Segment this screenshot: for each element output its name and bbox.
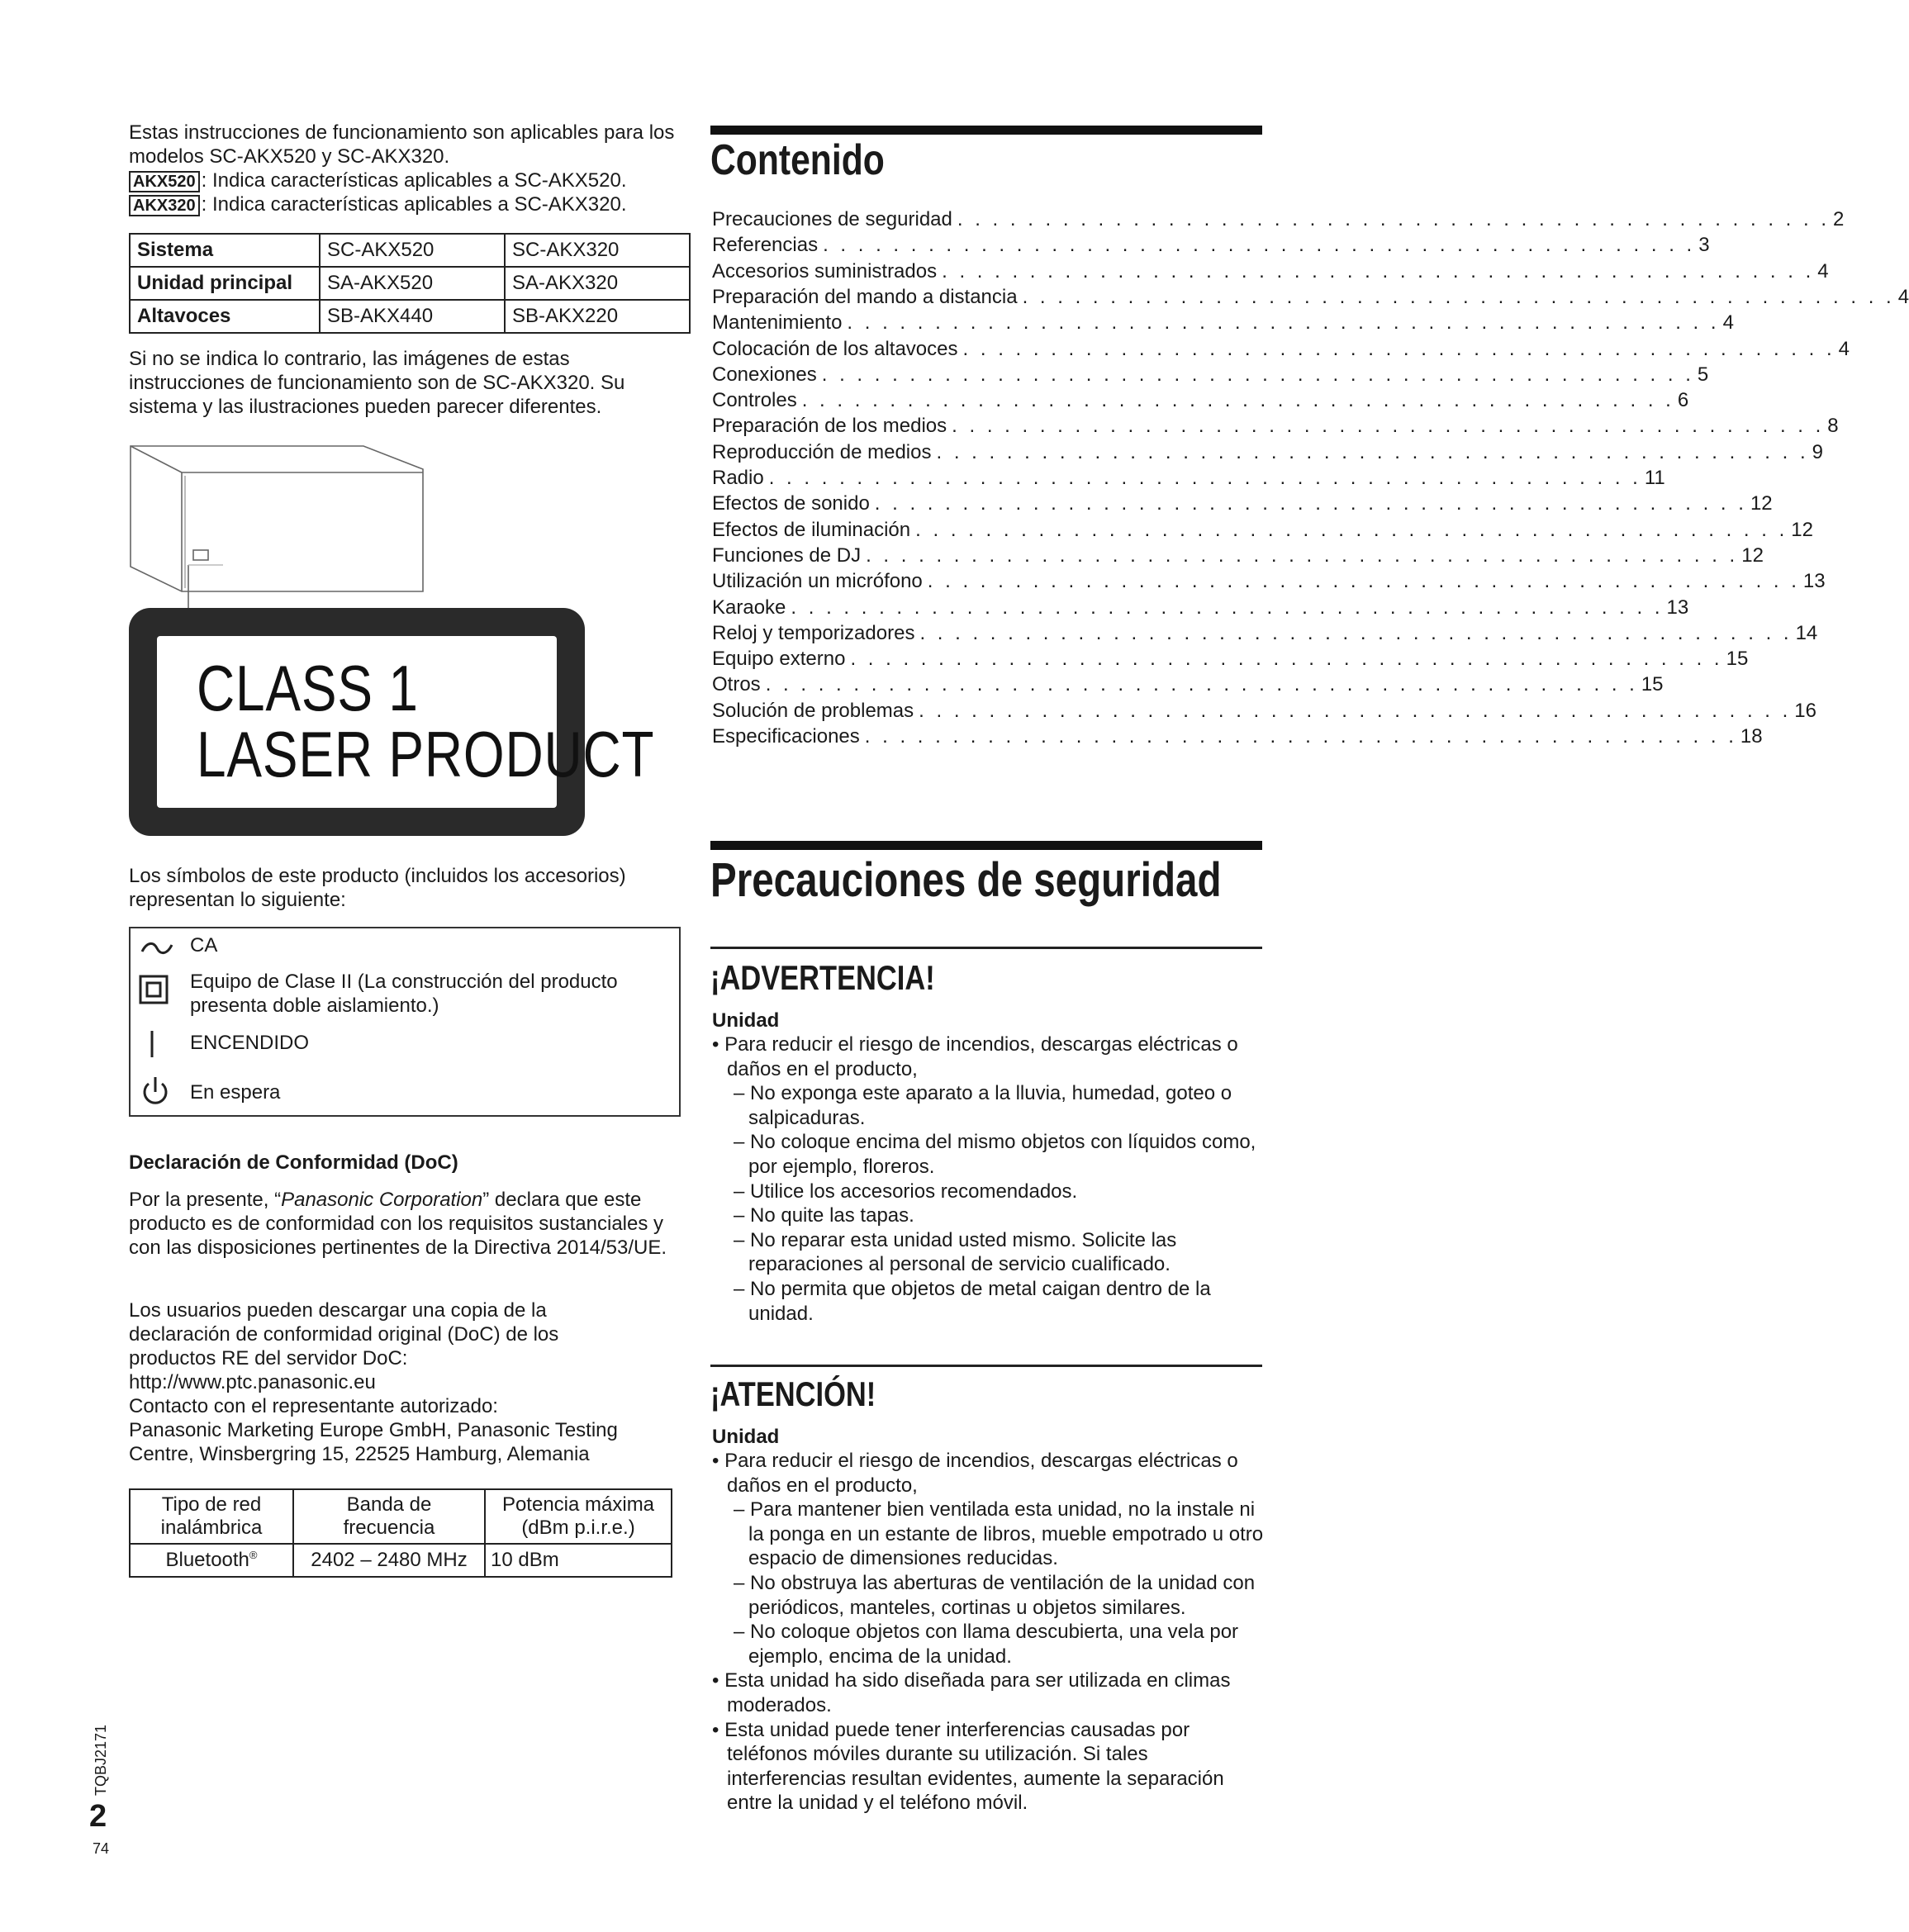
doc-line: productos RE del servidor DoC:: [129, 1347, 408, 1369]
toc-item-page: 4: [1838, 337, 1850, 360]
toc-item: [712, 439, 1823, 465]
table-cell: [130, 267, 320, 300]
table-cell: SA-AKX320: [505, 267, 690, 300]
toc-item-title: Referencias: [712, 234, 819, 257]
page-subnumber: 74: [93, 1840, 110, 1857]
table-cell: 2402 – 2480 MHz: [293, 1544, 485, 1577]
toc-leader-dots: . . . . . . . . . . . . . . . . . . . . . . . . . . . . . . . . . . . . . . . . . . . . . . . . . .: [957, 208, 1830, 230]
table-cell: [130, 1544, 293, 1577]
header-line: frecuencia: [343, 1517, 435, 1539]
toc-item-title: Precauciones de seguridad: [712, 208, 952, 230]
toc-leader-dots: . . . . . . . . . . . . . . . . . . . . . . . . . . . . . . . . . . . . . . . . . . . . . . . . . .: [765, 673, 1638, 696]
toc-item-title: Funciones de DJ: [712, 544, 862, 567]
doc-paragraph: [129, 1188, 691, 1260]
toc-item-page: 16: [1794, 699, 1816, 722]
row-label: Sistema: [137, 239, 214, 261]
akx320-tag: AKX320: [129, 195, 200, 216]
toc-item: [712, 310, 1734, 335]
toc-item-page: 14: [1795, 621, 1818, 644]
list-item: • Para reducir el riesgo de incendios, descargas eléctricas o daños en el producto,: [712, 1033, 1238, 1080]
akx520-desc: : Indica características aplicables a SC-AKX520.: [201, 169, 627, 192]
doc-line: Panasonic Marketing Europe GmbH, Panasonic Testing: [129, 1419, 618, 1441]
table-row: [130, 234, 690, 267]
toc-item-title: Mantenimiento: [712, 311, 843, 335]
list-item: • Para reducir el riesgo de incendios, descargas eléctricas o daños en el producto,: [712, 1450, 1238, 1497]
toc-item-title: Conexiones: [712, 363, 817, 386]
toc-leader-dots: . . . . . . . . . . . . . . . . . . . . . . . . . . . . . . . . . . . . . . . . . . . . . . . . . .: [952, 415, 1825, 438]
list-item: – No coloque encima del mismo objetos con líquidos como, por ejemplo, floreros.: [734, 1131, 1256, 1178]
toc-item-page: 12: [1791, 518, 1813, 541]
toc-item-page: 9: [1812, 440, 1823, 463]
doc-download-info: [129, 1298, 691, 1466]
symbol-ac-text: CA: [190, 934, 218, 957]
toc-item: [712, 517, 1813, 543]
table-row: [130, 267, 690, 300]
ac-tilde-icon: [139, 938, 175, 958]
toc-leader-dots: . . . . . . . . . . . . . . . . . . . . . . . . . . . . . . . . . . . . . . . . . . . . . . . . . .: [791, 596, 1664, 619]
toc-item: [712, 646, 1749, 672]
doc-heading: Declaración de Conformidad (DoC): [129, 1151, 458, 1174]
doc-company: Panasonic Corporation: [281, 1189, 483, 1211]
toc-leader-dots: . . . . . . . . . . . . . . . . . . . . . . . . . . . . . . . . . . . . . . . . . . . . . . . . . .: [866, 544, 1739, 567]
intro-akx520-line: [129, 169, 691, 192]
list-item: – Utilice los accesorios recomendados.: [734, 1180, 1078, 1203]
warning-list: [712, 1032, 1266, 1326]
list-item: – No exponga este aparato a la lluvia, humedad, goteo o salpicaduras.: [734, 1082, 1232, 1129]
list-item: – No coloque objetos con llama descubierta, una vela por ejemplo, encima de la unidad.: [734, 1621, 1239, 1668]
symbols-box: [129, 927, 681, 1117]
header-line: Tipo de red: [161, 1493, 262, 1516]
table-cell: SC-AKX320: [505, 234, 690, 267]
toc-leader-dots: . . . . . . . . . . . . . . . . . . . . . . . . . . . . . . . . . . . . . . . . . . . . . . . . . .: [927, 570, 1800, 593]
header-line: Banda de: [346, 1493, 432, 1516]
table-header-row: [130, 1489, 672, 1544]
toc-item-title: Reproducción de medios: [712, 440, 932, 463]
toc-item-page: 8: [1827, 415, 1839, 438]
toc-item: [712, 465, 1665, 491]
toc-leader-dots: . . . . . . . . . . . . . . . . . . . . . . . . . . . . . . . . . . . . . . . . . . . . . . . . . .: [915, 518, 1788, 541]
toc-item-title: Otros: [712, 673, 761, 696]
toc-leader-dots: . . . . . . . . . . . . . . . . . . . . . . . . . . . . . . . . . . . . . . . . . . . . . . . . . .: [874, 492, 1747, 515]
toc-item-title: Preparación de los medios: [712, 415, 947, 438]
toc-item-title: Accesorios suministrados: [712, 259, 938, 282]
header-line: inalámbrica: [160, 1517, 263, 1539]
toc-item: [712, 491, 1773, 516]
doc-line: Los usuarios pueden descargar una copia de la: [129, 1299, 547, 1322]
toc-item-page: 13: [1802, 570, 1826, 593]
caution-list: [712, 1449, 1266, 1816]
toc-item-page: 15: [1726, 648, 1749, 671]
table-row: [130, 1544, 672, 1577]
toc-leader-dots: . . . . . . . . . . . . . . . . . . . . . . . . . . . . . . . . . . . . . . . . . . . . . . . . . .: [821, 363, 1694, 386]
list-item: • Esta unidad ha sido diseñada para ser utilizada en climas moderados.: [712, 1669, 1231, 1716]
toc-item-page: 5: [1697, 363, 1709, 386]
row-label: Unidad principal: [137, 272, 293, 294]
doc-text: Por la presente, “: [129, 1189, 282, 1211]
symbol-class-ii-text: Equipo de Clase II (La construcción del producto presenta doble aislamiento.): [190, 971, 618, 1017]
toc-leader-dots: . . . . . . . . . . . . . . . . . . . . . . . . . . . . . . . . . . . . . . . . . . . . . . . . . .: [962, 337, 1835, 360]
table-cell: SC-AKX520: [320, 234, 505, 267]
wireless-table: [129, 1488, 672, 1578]
list-item: – No obstruya las aberturas de ventilación de la unidad con periódicos, manteles, cortinas u objetos similares.: [734, 1571, 1256, 1619]
laser-product-text: LASER PRODUCT: [197, 718, 655, 790]
table-cell: SA-AKX520: [320, 267, 505, 300]
doc-line: Contacto con el representante autorizado:: [129, 1395, 498, 1417]
toc-item-title: Solución de problemas: [712, 699, 914, 722]
table-header: [293, 1489, 485, 1544]
akx320-desc: : Indica características aplicables a SC-AKX320.: [201, 193, 627, 216]
toc-item-page: 18: [1740, 725, 1763, 748]
toc-leader-dots: . . . . . . . . . . . . . . . . . . . . . . . . . . . . . . . . . . . . . . . . . . . . . . . . . .: [1022, 285, 1895, 308]
toc-item: [712, 672, 1664, 697]
toc-item: [712, 724, 1763, 749]
toc-item-title: Colocación de los altavoces: [712, 337, 958, 360]
symbols-intro: Los símbolos de este producto (incluidos los accesorios) representan lo siguiente:: [129, 865, 626, 911]
toc-item-page: 6: [1677, 389, 1689, 412]
laser-label-inner: [157, 636, 655, 808]
safety-top-bar: [710, 841, 1262, 850]
toc-item-title: Especificaciones: [712, 725, 860, 748]
class1-laser-label: [129, 608, 655, 836]
caution-subheading: Unidad: [712, 1426, 780, 1448]
table-header: [130, 1489, 293, 1544]
toc-leader-dots: . . . . . . . . . . . . . . . . . . . . . . . . . . . . . . . . . . . . . . . . . . . . . . . . . .: [823, 234, 1696, 257]
page-number: 2: [89, 1799, 107, 1834]
intro-text: [129, 121, 691, 216]
table-cell: [130, 300, 320, 333]
standby-icon: [139, 1074, 172, 1107]
toc-item-title: Equipo externo: [712, 648, 846, 671]
intro-models: Estas instrucciones de funcionamiento son aplicables para los modelos SC-AKX520 y SC-AKX320.: [129, 121, 675, 168]
toc-item: [712, 387, 1689, 413]
document-code: TQBJ2171: [93, 1724, 109, 1796]
toc-item-page: 12: [1741, 544, 1764, 567]
caution-rule: [710, 1365, 1262, 1367]
cell-text: Bluetooth: [165, 1549, 249, 1571]
doc-line: Centre, Winsbergring 15, 22525 Hamburg, Alemania: [129, 1443, 590, 1465]
toc-item-title: Utilización un micrófono: [712, 570, 923, 593]
laser-class-text: CLASS 1: [197, 652, 419, 724]
toc-leader-dots: . . . . . . . . . . . . . . . . . . . . . . . . . . . . . . . . . . . . . . . . . . . . . . . . . .: [847, 311, 1720, 335]
caution-heading: ¡ATENCIÓN!: [710, 1374, 876, 1413]
toc-top-bar: [710, 126, 1262, 135]
toc-item: [712, 413, 1839, 439]
row-label: Altavoces: [137, 305, 231, 327]
device-illustration: [124, 443, 438, 608]
toc-item-title: Efectos de iluminación: [712, 518, 911, 541]
toc-item-title: Radio: [712, 467, 764, 489]
toc-leader-dots: . . . . . . . . . . . . . . . . . . . . . . . . . . . . . . . . . . . . . . . . . . . . . . . . . .: [942, 259, 1815, 282]
toc-item-page: 4: [1722, 311, 1734, 335]
class-ii-icon: [139, 975, 169, 1004]
toc-item: [712, 232, 1710, 258]
table-cell: [130, 234, 320, 267]
symbol-standby-text: En espera: [190, 1081, 281, 1104]
toc-item: [712, 620, 1818, 646]
list-item: – No reparar esta unidad usted mismo. Solicite las reparaciones al personal de servicio cualificado.: [734, 1228, 1177, 1276]
header-line: Potencia máxima: [501, 1493, 655, 1516]
table-cell: SB-AKX220: [505, 300, 690, 333]
toc-leader-dots: . . . . . . . . . . . . . . . . . . . . . . . . . . . . . . . . . . . . . . . . . . . . . . . . . .: [768, 467, 1641, 489]
toc-leader-dots: . . . . . . . . . . . . . . . . . . . . . . . . . . . . . . . . . . . . . . . . . . . . . . . . . .: [936, 440, 1809, 463]
toc-item-title: Karaoke: [712, 596, 786, 619]
toc-leader-dots: . . . . . . . . . . . . . . . . . . . . . . . . . . . . . . . . . . . . . . . . . . . . . . . . . .: [919, 621, 1793, 644]
toc-item-page: 4: [1897, 285, 1909, 308]
system-table: [129, 233, 691, 334]
list-item: – Para mantener bien ventilada esta unidad, no la instale ni la ponga en un estante de libros, mueble empotrado u otro espacio de dimensiones reducidas.: [734, 1498, 1264, 1570]
doc-text: ” declara que este producto es de conformidad con los requisitos sustanciales y con las disposiciones pertinentes de la Directiva 2014/53/UE.: [129, 1189, 667, 1259]
registered-mark: ®: [249, 1549, 258, 1561]
warning-rule: [710, 947, 1262, 949]
table-row: [130, 300, 690, 333]
toc-item: [712, 698, 1816, 724]
toc-item-page: 15: [1641, 673, 1664, 696]
header-line: (dBm p.i.r.e.): [521, 1517, 635, 1539]
toc-item-page: 12: [1750, 492, 1773, 515]
toc-item-title: Preparación del mando a distancia: [712, 285, 1018, 308]
list-item: • Esta unidad puede tener interferencias causadas por teléfonos móviles durante su utilización. Si tales interferencias resultan evidentes, aumente la separación entre la unidad y el teléfono móvil.: [712, 1718, 1224, 1815]
toc-item-title: Efectos de sonido: [712, 492, 870, 515]
list-item: – No permita que objetos de metal caigan dentro de la unidad.: [734, 1277, 1211, 1325]
toc-item-title: Controles: [712, 389, 797, 412]
symbol-on-text: ENCENDIDO: [190, 1032, 310, 1054]
toc-item: [712, 206, 1845, 232]
toc-leader-dots: . . . . . . . . . . . . . . . . . . . . . . . . . . . . . . . . . . . . . . . . . . . . . . . . . .: [864, 725, 1737, 748]
toc-leader-dots: . . . . . . . . . . . . . . . . . . . . . . . . . . . . . . . . . . . . . . . . . . . . . . . . . .: [850, 648, 1723, 671]
table-cell: 10 dBm: [485, 1544, 672, 1577]
intro-akx320-line: [129, 192, 691, 216]
safety-title: Precauciones de seguridad: [710, 853, 1222, 907]
toc-item-page: 11: [1644, 467, 1665, 489]
toc-item-page: 13: [1666, 596, 1689, 619]
toc-item: [712, 284, 1909, 310]
toc-item-page: 3: [1698, 234, 1710, 257]
warning-subheading: Unidad: [712, 1009, 780, 1032]
illustration-note: Si no se indica lo contrario, las imágenes de estas instrucciones de funcionamiento son de SC-AKX320. Su sistema y las ilustraciones pueden parecer diferentes.: [129, 348, 625, 418]
power-on-icon: [149, 1029, 155, 1059]
doc-url: http://www.ptc.panasonic.eu: [129, 1371, 376, 1393]
toc-item: [712, 362, 1709, 387]
toc-title: Contenido: [710, 136, 885, 184]
warning-heading: ¡ADVERTENCIA!: [710, 958, 935, 997]
akx520-tag: AKX520: [129, 171, 200, 192]
toc-item-page: 4: [1817, 259, 1829, 282]
doc-line: declaración de conformidad original (DoC) de los: [129, 1323, 559, 1346]
toc-item: [712, 595, 1689, 620]
toc-item: [712, 336, 1850, 362]
table-cell: SB-AKX440: [320, 300, 505, 333]
list-item: – No quite las tapas.: [734, 1204, 914, 1227]
toc-item: [712, 259, 1829, 284]
toc-leader-dots: . . . . . . . . . . . . . . . . . . . . . . . . . . . . . . . . . . . . . . . . . . . . . . . . . .: [919, 699, 1792, 722]
toc-item: [712, 543, 1764, 568]
toc-leader-dots: . . . . . . . . . . . . . . . . . . . . . . . . . . . . . . . . . . . . . . . . . . . . . . . . . .: [801, 389, 1674, 412]
table-header: [485, 1489, 672, 1544]
toc-item-title: Reloj y temporizadores: [712, 621, 915, 644]
toc-item: [712, 568, 1826, 594]
toc-item-page: 2: [1833, 208, 1845, 230]
